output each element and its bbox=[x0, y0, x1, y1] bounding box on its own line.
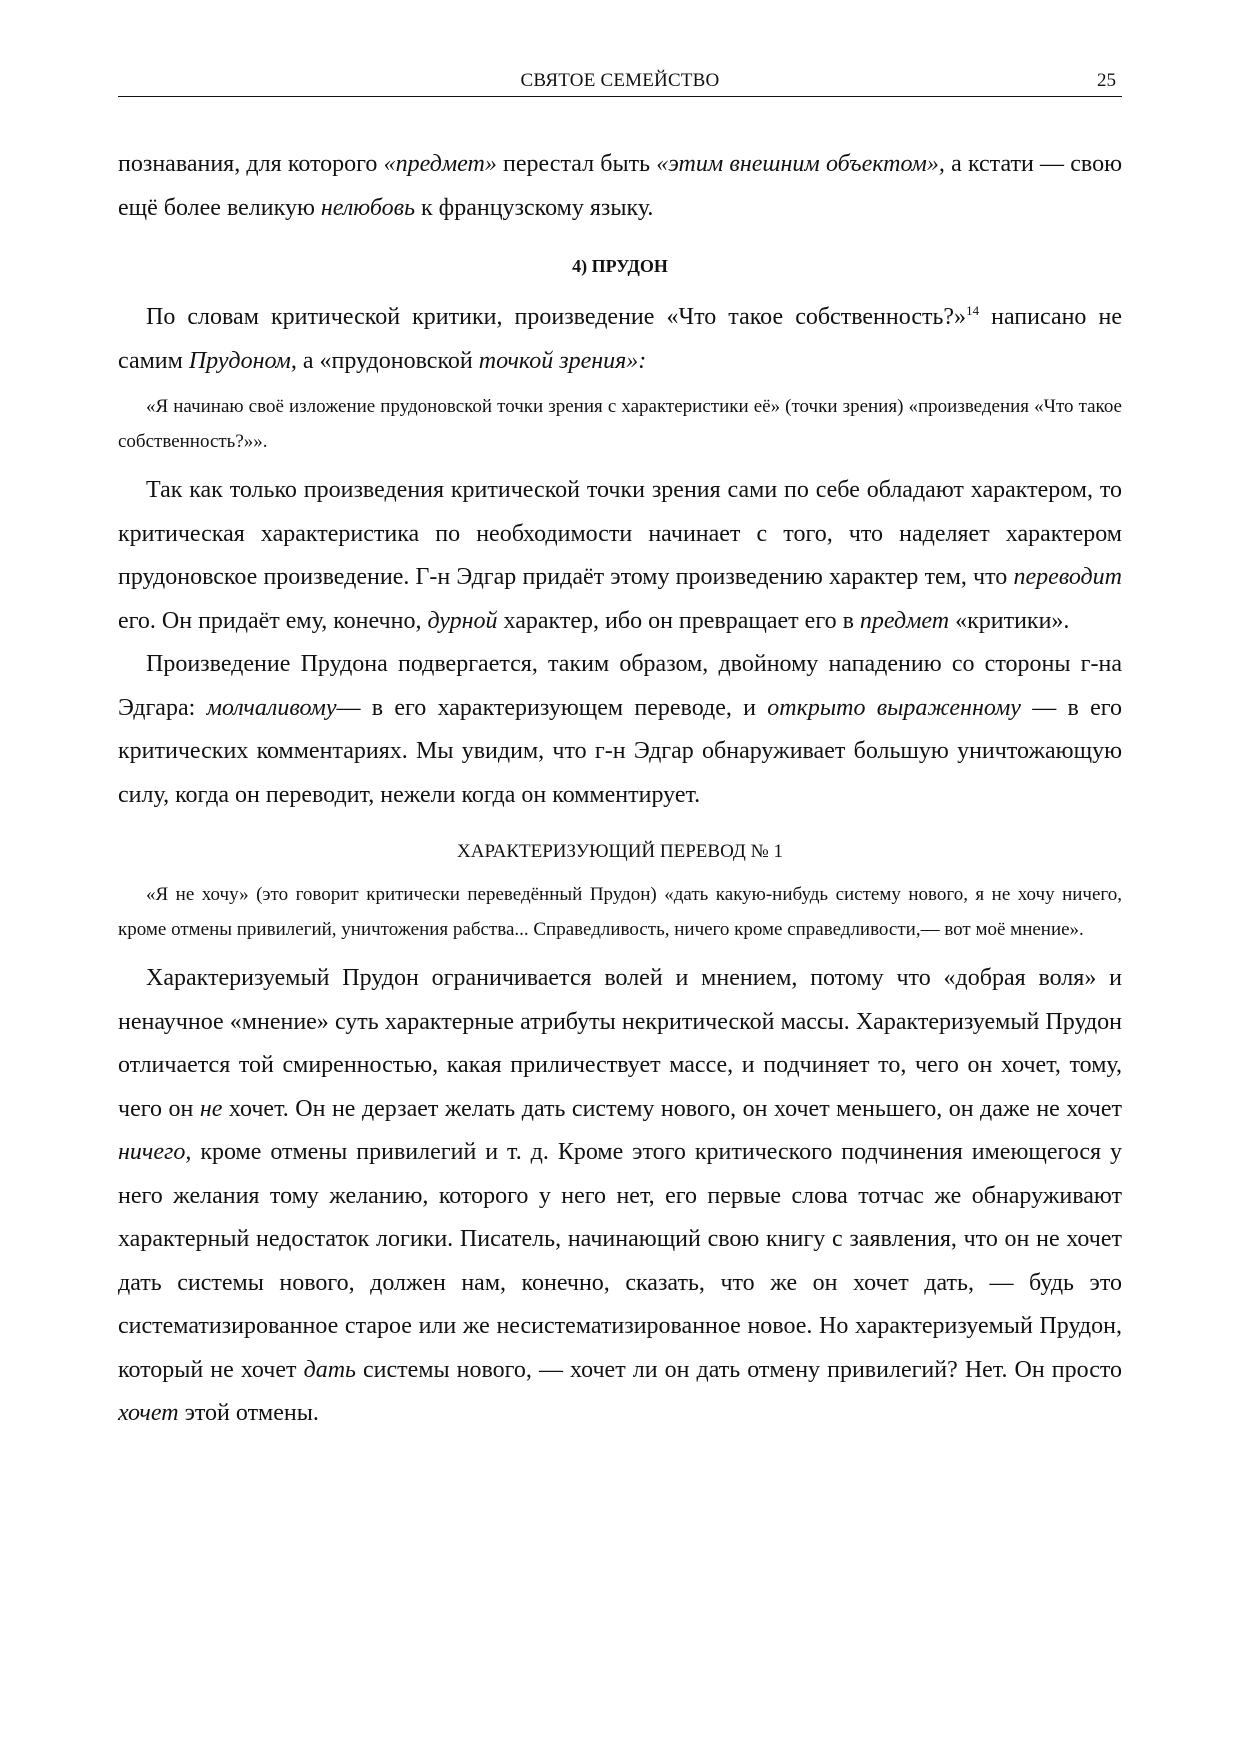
text: написано не самим bbox=[118, 304, 1122, 374]
running-header-title: СВЯТОЕ СЕМЕЙСТВО bbox=[520, 70, 720, 91]
text: кроме отмены привилегий и т. д. Кроме этого критического подчинения имеющегося у него желания тому желанию, которого у него нет, его первые слова тотчас же обнаруживают характерный недостаток логики. Писатель, начинающий свою книгу с заявления, что он не хочет дать системы нового, должен нам, конечно, сказать, что же он хочет дать, — будь это систематизированное старое или же несистематизированное новое. Но характеризуемый Прудон, который не хочет bbox=[118, 1139, 1122, 1383]
running-header bbox=[118, 70, 1122, 97]
italic-text: дурной bbox=[427, 607, 498, 634]
block-quote: «Я не хочу» (это говорит критически переведённый Прудон) «дать какую-нибудь систему нового, я не хочу ничего, кроме отмены привилегий, уничтожения рабства... Справедливость, ничего кроме справедливости,— вот моё мнение». bbox=[118, 884, 1122, 940]
italic-text: нелюбовь bbox=[320, 194, 415, 221]
italic-text: молчаливому bbox=[206, 694, 337, 721]
paragraph bbox=[118, 296, 1122, 383]
paragraph bbox=[118, 957, 1122, 1436]
italic-text: «этим внешним объектом», bbox=[656, 151, 945, 177]
page-number: 25 bbox=[1097, 70, 1116, 91]
section-heading: 4) ПРУДОН bbox=[572, 256, 668, 276]
italic-text: не bbox=[199, 1095, 223, 1122]
text: — в его характеризующем переводе, и bbox=[336, 694, 768, 721]
italic-text: открыто выраженному bbox=[767, 694, 1021, 721]
italic-text: хочет bbox=[118, 1400, 179, 1426]
text: перестал быть bbox=[496, 151, 657, 177]
subsection-heading: ХАРАКТЕРИЗУЮЩИЙ ПЕРЕВОД № 1 bbox=[457, 841, 783, 862]
text: к французскому языку. bbox=[415, 194, 654, 221]
paragraph-continued bbox=[118, 143, 1122, 230]
italic-text: «предмет» bbox=[383, 151, 497, 177]
italic-text: предмет bbox=[859, 607, 950, 634]
text: а «прудоновской bbox=[296, 347, 479, 374]
block-quote: «Я начинаю своё изложение прудоновской точки зрения с характеристики её» (точки зрения) «произведения «Что такое собственность?»». bbox=[118, 396, 1122, 452]
italic-text: дать bbox=[303, 1356, 356, 1383]
footnote-marker[interactable]: 14 bbox=[966, 303, 980, 318]
text: его. Он придаёт ему, конечно, bbox=[118, 607, 428, 634]
italic-text: точкой зрения»: bbox=[478, 347, 647, 374]
text: системы нового, — хочет ли он дать отмену привилегий? Нет. Он просто bbox=[355, 1356, 1123, 1383]
text: хочет. Он не дерзает желать дать систему нового, он хочет меньшего, он даже не хочет bbox=[222, 1095, 1122, 1122]
text: познавания, для которого bbox=[118, 151, 384, 177]
paragraph bbox=[118, 643, 1122, 817]
text: Характеризуемый Прудон ограничивается волей и мнением, потому что «добрая воля» и ненаучное «мнение» суть характерные атрибуты некритической массы. Характеризуемый Прудон отличается той смиренностью, какая приличествует массе, и подчиняет то, чего он хочет, тому, чего он bbox=[118, 965, 1122, 1122]
text: а кстати — свою ещё более великую bbox=[118, 151, 1122, 221]
text: характер, ибо он превращает его в bbox=[497, 607, 860, 634]
italic-text: ничего, bbox=[118, 1139, 192, 1165]
text: — в его критических комментариях. Мы увидим, что г-н Эдгар обнаруживает большую уничтожающую силу, когда он переводит, нежели когда он комментирует. bbox=[118, 694, 1122, 808]
text: Произведение Прудона подвергается, таким образом, двойному нападению со стороны г-на Эдгара: bbox=[118, 651, 1122, 721]
text: «критики». bbox=[949, 607, 1070, 634]
italic-text: переводит bbox=[1013, 564, 1122, 590]
italic-text: Прудоном, bbox=[188, 347, 297, 374]
text: этой отмены. bbox=[178, 1400, 319, 1426]
page-content bbox=[118, 143, 1122, 1436]
paragraph bbox=[118, 469, 1122, 643]
text: Так как только произведения критической точки зрения сами по себе обладают характером, то критическая характеристика по необходимости начинает с того, что наделяет характером прудоновское произведение. Г-н Эдгар придаёт этому произведению характер тем, что bbox=[118, 477, 1122, 590]
text: По словам критической критики, произведение «Что такое собственность?» bbox=[146, 304, 967, 330]
